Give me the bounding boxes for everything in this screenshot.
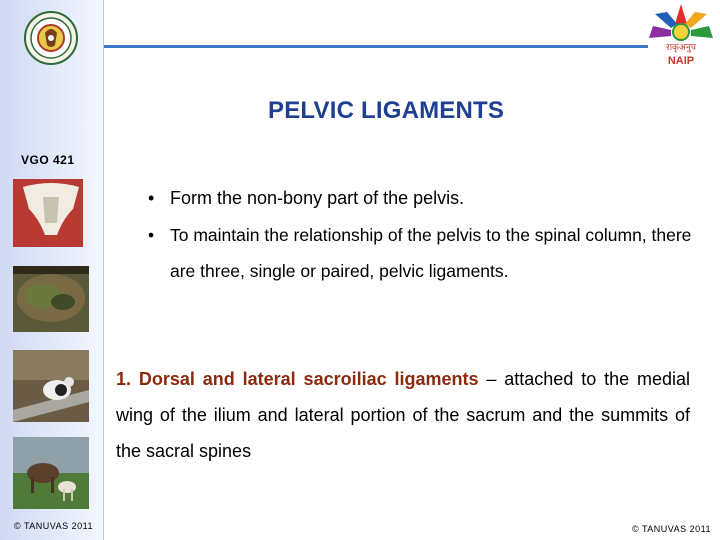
- bullet-dot: •: [148, 188, 155, 208]
- cows-in-field-photo: [13, 437, 89, 509]
- slide-title: PELVIC LIGAMENTS: [268, 97, 505, 124]
- ligament-detail: – attached to the medial wing of the ilium and lateral portion of the sacrum and the summits of the sacral spines: [116, 369, 690, 461]
- svg-text:राकृअनुप: राकृअनुप: [666, 42, 696, 52]
- right-copyright: © TANUVAS 2011: [632, 524, 711, 534]
- bullet-item: [148, 180, 464, 216]
- calf-photo: [13, 350, 89, 422]
- left-sidebar: [0, 0, 104, 540]
- bullet-text: To maintain the relationship of the pelvis to the spinal column, there are three, single or paired, pelvic ligaments.: [170, 225, 692, 281]
- pelvis-bone-photo: [13, 179, 89, 247]
- left-copyright: © TANUVAS 2011: [14, 521, 93, 531]
- bullet-dot: •: [148, 225, 155, 245]
- bullet-item: [148, 217, 696, 289]
- bullet-text: Form the non-bony part of the pelvis.: [170, 188, 465, 208]
- course-code: VGO 421: [21, 153, 75, 167]
- naip-logo-text: NAIP: [667, 55, 695, 67]
- ligament-name: 1. Dorsal and lateral sacroiliac ligaments: [116, 369, 479, 389]
- ligament-description: [116, 361, 690, 469]
- header-rule: [104, 45, 648, 48]
- naip-logo: [647, 2, 715, 68]
- university-seal-logo: [24, 11, 78, 65]
- dissection-photo: [13, 266, 89, 332]
